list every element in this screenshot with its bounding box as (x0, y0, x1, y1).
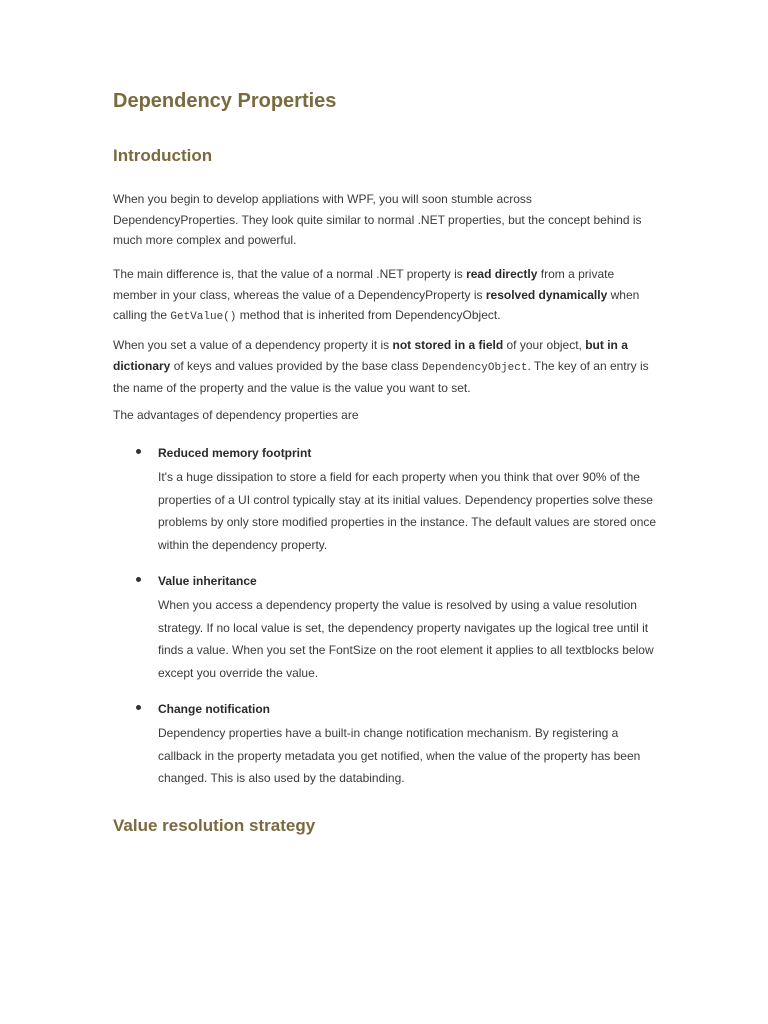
intro-paragraph-4: The advantages of dependency properties are (113, 408, 359, 422)
text-run: . The key of an entry is the name of the property and the value is the value you want to set. (113, 358, 649, 395)
code-snippet: GetValue() (170, 311, 237, 323)
bold-text: read directly (466, 267, 538, 281)
section-heading-value-resolution: Value resolution strategy (113, 816, 316, 835)
list-item-title: Reduced memory footprint (158, 446, 312, 460)
text-run: method that is inherited from DependencyObject. (236, 308, 501, 322)
intro-paragraph-2 (113, 264, 658, 328)
list-item-title: Change notification (158, 702, 270, 716)
bullet-icon (136, 705, 141, 710)
page-title: Dependency Properties (113, 90, 337, 112)
text-run: of keys and values provided by the base class (170, 358, 422, 373)
text-run: When you set a value of a dependency property it is (113, 338, 393, 352)
section-heading-introduction: Introduction (113, 146, 213, 165)
bullet-icon (136, 577, 141, 582)
code-snippet: DependencyObject (421, 361, 528, 374)
list-item-body: Dependency properties have a built-in change notification mechanism. By registering a callback in the property metadata you get notified, when the value of the property has been changed. This is also used by the databinding. (158, 726, 641, 786)
text-run: The main difference is, that the value of a normal .NET property is (113, 267, 467, 281)
list-item-body: It's a huge dissipation to store a field for each property when you think that over 90% of the properties of a UI control typically stay at its initial values. Dependency properties solve these problems by only store modified properties in the instance. The default values are stored once within the dependency property. (158, 470, 657, 553)
bold-text: not stored in a field (392, 338, 504, 352)
intro-paragraph-1: When you begin to develop appliations with WPF, you will soon stumble across DependencyProperties. They look quite similar to normal .NET properties, but the concept behind is much more complex and powerful. (113, 192, 642, 247)
list-item-title: Value inheritance (158, 574, 257, 588)
bold-text: resolved dynamically (485, 287, 608, 302)
intro-paragraph-3 (113, 335, 658, 399)
bold-text: but in a dictionary (113, 338, 628, 373)
text-run: from a private member in your class, whereas the value of a DependencyProperty is (113, 267, 615, 302)
bullet-icon (136, 449, 141, 454)
list-item-body: When you access a dependency property the value is resolved by using a value resolution strategy. If no local value is set, the dependency property navigates up the logical tree until it finds a value. When you set the FontSize on the root element it applies to all textblocks below except you override the value. (158, 598, 654, 681)
text-run: of your object, (503, 338, 586, 352)
text-run: when calling the (113, 287, 640, 322)
